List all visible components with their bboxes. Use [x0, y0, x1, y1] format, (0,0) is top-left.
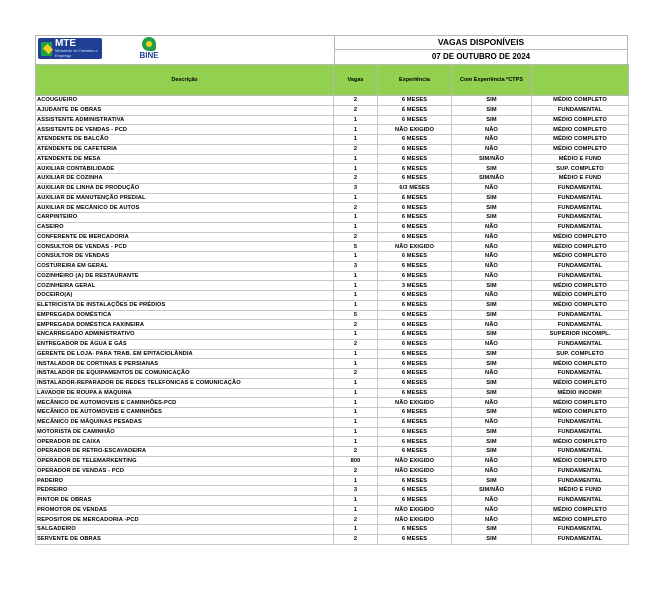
cell-escolaridade: MÉDIO E FUND [532, 174, 629, 184]
cell-escolaridade: MÉDIO COMPLETO [532, 398, 629, 408]
cell-ctps: NÃO [452, 339, 532, 349]
table-body [36, 96, 629, 545]
cell-vagas: 1 [334, 388, 378, 398]
cell-escolaridade: FUNDAMENTAL [532, 339, 629, 349]
cell-experiencia: 6 MESES [378, 164, 452, 174]
cell-descricao: MOTORISTA DE CAMINHÃO [36, 427, 334, 437]
cell-experiencia: 6 MESES [378, 495, 452, 505]
cell-escolaridade: FUNDAMENTAL [532, 525, 629, 535]
cell-vagas: 1 [334, 164, 378, 174]
cell-descricao: GERENTE DE LOJA- PARA TRAB. EM EPITACIOLÂNDIA [36, 349, 334, 359]
table-row [36, 203, 629, 213]
cell-vagas: 1 [334, 525, 378, 535]
cell-experiencia: 6 MESES [378, 359, 452, 369]
cell-descricao: EMPREGADA DOMÉSTICA FAXINEIRA [36, 320, 334, 330]
cell-experiencia: 6 MESES [378, 222, 452, 232]
table-row [36, 417, 629, 427]
cell-experiencia: 6 MESES [378, 486, 452, 496]
cell-escolaridade: SUPERIOR INCOMPL. [532, 330, 629, 340]
cell-descricao: OPERADOR DE TELEMARKENTING [36, 456, 334, 466]
cell-ctps: SIM [452, 105, 532, 115]
title-block [335, 36, 627, 64]
table-row [36, 378, 629, 388]
cell-experiencia: 6 MESES [378, 144, 452, 154]
cell-vagas: 1 [334, 417, 378, 427]
table-row [36, 505, 629, 515]
cell-experiencia: 6 MESES [378, 525, 452, 535]
cell-escolaridade: MÉDIO COMPLETO [532, 515, 629, 525]
table-row [36, 281, 629, 291]
cell-descricao: LAVADOR DE ROUPA A MAQUINA [36, 388, 334, 398]
cell-descricao: AUXILIAR DE MECÂNICO DE AUTOS [36, 203, 334, 213]
table-row [36, 96, 629, 106]
cell-escolaridade: FUNDAMENTAL [532, 320, 629, 330]
cell-vagas: 5 [334, 242, 378, 252]
cell-descricao: PADEIRO [36, 476, 334, 486]
cell-descricao: OPERADOR DE RETRO-ESCAVADEIRA [36, 447, 334, 457]
cell-descricao: INSTALADOR DE CORTINAS E PERSIANAS [36, 359, 334, 369]
table-row [36, 135, 629, 145]
table-row [36, 398, 629, 408]
cell-ctps: SIM [452, 378, 532, 388]
cell-vagas: 1 [334, 300, 378, 310]
cell-experiencia: 6/3 MESES [378, 183, 452, 193]
cell-escolaridade: FUNDAMENTAL [532, 447, 629, 457]
cell-escolaridade: MÉDIO COMPLETO [532, 456, 629, 466]
cell-descricao: PROMOTOR DE VENDAS [36, 505, 334, 515]
table-row [36, 486, 629, 496]
cell-escolaridade: MÉDIO COMPLETO [532, 232, 629, 242]
cell-experiencia: 6 MESES [378, 203, 452, 213]
page-title: VAGAS DISPONÍVEIS [335, 36, 627, 50]
cell-descricao: INSTALADOR-REPARADOR DE REDES TELEFONICAS E COMUNICAÇÃO [36, 378, 334, 388]
table-row [36, 476, 629, 486]
cell-escolaridade: MÉDIO E FUND [532, 154, 629, 164]
col-header-descricao: Descrição [36, 65, 334, 96]
cell-ctps: SIM/NÃO [452, 154, 532, 164]
table-row [36, 310, 629, 320]
cell-vagas: 5 [334, 310, 378, 320]
cell-vagas: 1 [334, 398, 378, 408]
table-row [36, 339, 629, 349]
cell-escolaridade: MÉDIO COMPLETO [532, 242, 629, 252]
cell-escolaridade: FUNDAMENTAL [532, 222, 629, 232]
cell-ctps: NÃO [452, 125, 532, 135]
cell-ctps: NÃO [452, 398, 532, 408]
cell-experiencia: 6 MESES [378, 252, 452, 262]
table-row [36, 232, 629, 242]
cell-experiencia: 6 MESES [378, 96, 452, 106]
page-date: 07 DE OUTUBRO DE 2024 [431, 52, 531, 61]
cell-descricao: SALGADEIRO [36, 525, 334, 535]
table-row [36, 183, 629, 193]
cell-experiencia: 6 MESES [378, 408, 452, 418]
cell-ctps: SIM [452, 388, 532, 398]
cell-ctps: SIM [452, 476, 532, 486]
cell-ctps: NÃO [452, 135, 532, 145]
cell-experiencia: NÃO EXIGIDO [378, 125, 452, 135]
cell-escolaridade: MÉDIO E FUND [532, 486, 629, 496]
table-row [36, 349, 629, 359]
cell-ctps: NÃO [452, 261, 532, 271]
cell-ctps: SIM [452, 447, 532, 457]
cell-vagas: 1 [334, 271, 378, 281]
cell-escolaridade: FUNDAMENTAL [532, 476, 629, 486]
cell-experiencia: 6 MESES [378, 261, 452, 271]
cell-ctps: SIM [452, 534, 532, 544]
cell-escolaridade: FUNDAMENTAL [532, 466, 629, 476]
cell-ctps: NÃO [452, 232, 532, 242]
cell-ctps: NÃO [452, 183, 532, 193]
cell-experiencia: NÃO EXIGIDO [378, 515, 452, 525]
cell-experiencia: 6 MESES [378, 349, 452, 359]
cell-vagas: 1 [334, 222, 378, 232]
table-row [36, 330, 629, 340]
cell-escolaridade: FUNDAMENTAL [532, 369, 629, 379]
cell-vagas: 3 [334, 261, 378, 271]
cell-escolaridade: MÉDIO COMPLETO [532, 359, 629, 369]
cell-experiencia: 6 MESES [378, 105, 452, 115]
cell-ctps: NÃO [452, 505, 532, 515]
table-row [36, 271, 629, 281]
cell-descricao: COZINHEIRA GERAL [36, 281, 334, 291]
cell-escolaridade: SUP. COMPLETO [532, 164, 629, 174]
bine-mark-icon [142, 37, 156, 51]
cell-vagas: 1 [334, 252, 378, 262]
sheet-header [35, 35, 628, 64]
table-row [36, 144, 629, 154]
table-row [36, 437, 629, 447]
cell-vagas: 2 [334, 320, 378, 330]
cell-experiencia: 6 MESES [378, 388, 452, 398]
cell-experiencia: 6 MESES [378, 534, 452, 544]
table-row [36, 408, 629, 418]
cell-escolaridade: FUNDAMENTAL [532, 417, 629, 427]
cell-escolaridade: SUP. COMPLETO [532, 349, 629, 359]
cell-vagas: 1 [334, 330, 378, 340]
cell-vagas: 2 [334, 447, 378, 457]
cell-ctps: SIM [452, 437, 532, 447]
table-row [36, 456, 629, 466]
cell-escolaridade: FUNDAMENTAL [532, 495, 629, 505]
cell-experiencia: NÃO EXIGIDO [378, 398, 452, 408]
cell-experiencia: 6 MESES [378, 447, 452, 457]
cell-descricao: AUXILIAR CONTABILIDADE [36, 164, 334, 174]
table-row [36, 174, 629, 184]
cell-escolaridade: FUNDAMENTAL [532, 203, 629, 213]
cell-escolaridade: FUNDAMENTAL [532, 183, 629, 193]
cell-vagas: 2 [334, 466, 378, 476]
table-row [36, 193, 629, 203]
cell-descricao: DOCEIRO(A) [36, 291, 334, 301]
cell-ctps: NÃO [452, 291, 532, 301]
cell-vagas: 1 [334, 213, 378, 223]
cell-escolaridade: FUNDAMENTAL [532, 105, 629, 115]
cell-ctps: SIM [452, 213, 532, 223]
cell-escolaridade: MÉDIO COMPLETO [532, 115, 629, 125]
cell-ctps: SIM [452, 281, 532, 291]
cell-vagas: 1 [334, 154, 378, 164]
cell-ctps: SIM [452, 408, 532, 418]
cell-vagas: 2 [334, 515, 378, 525]
cell-escolaridade: FUNDAMENTAL [532, 427, 629, 437]
cell-vagas: 1 [334, 115, 378, 125]
cell-escolaridade: MÉDIO COMPLETO [532, 291, 629, 301]
cell-vagas: 1 [334, 505, 378, 515]
table-row [36, 369, 629, 379]
cell-vagas: 2 [334, 105, 378, 115]
cell-vagas: 2 [334, 534, 378, 544]
cell-descricao: ATENDENTE DE BALCÃO [36, 135, 334, 145]
table-row [36, 125, 629, 135]
table-row [36, 525, 629, 535]
vacancies-table [35, 64, 629, 545]
cell-vagas: 2 [334, 96, 378, 106]
cell-experiencia: 6 MESES [378, 271, 452, 281]
cell-descricao: MECÂNICO DE MÁQUINAS PESADAS [36, 417, 334, 427]
logo-area [36, 36, 335, 64]
cell-escolaridade: MÉDIO COMPLETO [532, 135, 629, 145]
cell-ctps: NÃO [452, 369, 532, 379]
cell-escolaridade: MÉDIO COMPLETO [532, 125, 629, 135]
cell-vagas: 1 [334, 408, 378, 418]
cell-ctps: SIM/NÃO [452, 486, 532, 496]
cell-descricao: COSTUREIRA EM GERAL [36, 261, 334, 271]
cell-experiencia: NÃO EXIGIDO [378, 505, 452, 515]
cell-vagas: 1 [334, 476, 378, 486]
cell-descricao: ENTREGADOR DE ÁGUA E GÁS [36, 339, 334, 349]
cell-experiencia: 6 MESES [378, 427, 452, 437]
cell-vagas: 3 [334, 183, 378, 193]
cell-escolaridade: MÉDIO COMPLETO [532, 408, 629, 418]
cell-vagas: 1 [334, 281, 378, 291]
cell-vagas: 1 [334, 495, 378, 505]
cell-descricao: CASEIRO [36, 222, 334, 232]
cell-escolaridade: MÉDIO INCOMP. [532, 388, 629, 398]
table-row [36, 359, 629, 369]
cell-ctps: NÃO [452, 242, 532, 252]
table-row [36, 222, 629, 232]
cell-experiencia: NÃO EXIGIDO [378, 456, 452, 466]
cell-experiencia: 6 MESES [378, 378, 452, 388]
cell-descricao: AUXILIAR DE LINHA DE PRODUÇÃO [36, 183, 334, 193]
brazil-flag-icon [41, 42, 52, 56]
cell-ctps: NÃO [452, 222, 532, 232]
cell-descricao: SERVENTE DE OBRAS [36, 534, 334, 544]
cell-escolaridade: FUNDAMENTAL [532, 271, 629, 281]
cell-experiencia: 6 MESES [378, 213, 452, 223]
col-header-experiencia: Experiência [378, 65, 452, 96]
bine-logo [134, 37, 164, 63]
cell-vagas: 1 [334, 378, 378, 388]
table-row [36, 115, 629, 125]
cell-ctps: SIM [452, 203, 532, 213]
cell-vagas: 1 [334, 291, 378, 301]
cell-descricao: EMPREGADA DOMÉSTICA [36, 310, 334, 320]
mte-logo-text: MTE [54, 38, 77, 49]
cell-vagas: 3 [334, 486, 378, 496]
cell-vagas: 1 [334, 427, 378, 437]
cell-descricao: ASSISTENTE ADMINISTRATIVA [36, 115, 334, 125]
cell-escolaridade: FUNDAMENTAL [532, 213, 629, 223]
cell-vagas: 1 [334, 359, 378, 369]
table-header-row [36, 65, 629, 96]
table-row [36, 252, 629, 262]
table-row [36, 320, 629, 330]
cell-vagas: 2 [334, 369, 378, 379]
cell-ctps: SIM [452, 427, 532, 437]
cell-experiencia: 6 MESES [378, 417, 452, 427]
cell-experiencia: 6 MESES [378, 300, 452, 310]
cell-experiencia: 6 MESES [378, 115, 452, 125]
cell-experiencia: NÃO EXIGIDO [378, 242, 452, 252]
cell-escolaridade: FUNDAMENTAL [532, 261, 629, 271]
cell-escolaridade: MÉDIO COMPLETO [532, 281, 629, 291]
cell-experiencia: 6 MESES [378, 310, 452, 320]
cell-descricao: OPERADOR DE VENDAS - PCD [36, 466, 334, 476]
cell-escolaridade: FUNDAMENTAL [532, 534, 629, 544]
cell-experiencia: 6 MESES [378, 476, 452, 486]
cell-escolaridade: MÉDIO COMPLETO [532, 437, 629, 447]
cell-escolaridade: MÉDIO COMPLETO [532, 378, 629, 388]
cell-descricao: AUXILIAR DE MANUTENÇÃO PREDIAL [36, 193, 334, 203]
cell-vagas: 800 [334, 456, 378, 466]
cell-vagas: 2 [334, 232, 378, 242]
cell-vagas: 2 [334, 203, 378, 213]
cell-ctps: SIM [452, 300, 532, 310]
cell-descricao: INSTALADOR DE EQUIPAMENTOS DE COMUNICAÇÃO [36, 369, 334, 379]
cell-ctps: SIM [452, 330, 532, 340]
cell-escolaridade: MÉDIO COMPLETO [532, 144, 629, 154]
cell-experiencia: 6 MESES [378, 330, 452, 340]
table-row [36, 300, 629, 310]
cell-descricao: MECÂNICO DE AUTOMOVEIS E CAMINHÕES [36, 408, 334, 418]
cell-descricao: CONFERENTE DE MERCADORIA [36, 232, 334, 242]
cell-vagas: 1 [334, 193, 378, 203]
cell-vagas: 1 [334, 125, 378, 135]
cell-experiencia: 6 MESES [378, 193, 452, 203]
cell-descricao: MECÂNICO DE AUTOMOVEIS E CAMINHÕES-PCD [36, 398, 334, 408]
cell-ctps: NÃO [452, 417, 532, 427]
cell-experiencia: NÃO EXIGIDO [378, 466, 452, 476]
cell-escolaridade: MÉDIO COMPLETO [532, 505, 629, 515]
cell-escolaridade: FUNDAMENTAL [532, 310, 629, 320]
cell-experiencia: 6 MESES [378, 232, 452, 242]
mte-logo [38, 38, 102, 59]
table-row [36, 466, 629, 476]
table-row [36, 105, 629, 115]
cell-escolaridade: MÉDIO COMPLETO [532, 96, 629, 106]
cell-descricao: ATENDENTE DE MESA [36, 154, 334, 164]
cell-experiencia: 6 MESES [378, 339, 452, 349]
cell-vagas: 1 [334, 135, 378, 145]
cell-descricao: AUXILIAR DE COZINHA [36, 174, 334, 184]
cell-ctps: NÃO [452, 515, 532, 525]
cell-experiencia: 6 MESES [378, 154, 452, 164]
cell-descricao: COZINHEIRO (A) DE RESTAURANTE [36, 271, 334, 281]
cell-escolaridade: FUNDAMENTAL [532, 193, 629, 203]
cell-descricao: CARPINTEIRO [36, 213, 334, 223]
table-row [36, 534, 629, 544]
bine-logo-text: BINE [139, 51, 159, 60]
cell-experiencia: 3 MESES [378, 281, 452, 291]
table-row [36, 213, 629, 223]
mte-logo-subtext: Ministério do Trabalho e Emprego [54, 48, 98, 58]
col-header-vagas: Vagas [334, 65, 378, 96]
table-row [36, 154, 629, 164]
cell-ctps: NÃO [452, 252, 532, 262]
cell-descricao: ENCARREGADO ADMINISTRATIVO [36, 330, 334, 340]
cell-experiencia: 6 MESES [378, 291, 452, 301]
cell-vagas: 1 [334, 437, 378, 447]
cell-descricao: CONSULTOR DE VENDAS [36, 252, 334, 262]
cell-descricao: AJUDANTE DE OBRAS [36, 105, 334, 115]
cell-ctps: SIM [452, 164, 532, 174]
table-row [36, 427, 629, 437]
cell-ctps: NÃO [452, 466, 532, 476]
col-header-escolaridade [532, 65, 629, 96]
cell-experiencia: 6 MESES [378, 174, 452, 184]
cell-descricao: REPOSITOR DE MERCADORIA -PCD [36, 515, 334, 525]
cell-descricao: CONSULTOR DE VENDAS - PCD [36, 242, 334, 252]
cell-experiencia: 6 MESES [378, 437, 452, 447]
cell-experiencia: 6 MESES [378, 135, 452, 145]
cell-ctps: SIM [452, 310, 532, 320]
cell-ctps: SIM [452, 349, 532, 359]
cell-descricao: PINTOR DE OBRAS [36, 495, 334, 505]
cell-ctps: SIM [452, 96, 532, 106]
cell-ctps: NÃO [452, 456, 532, 466]
cell-descricao: PEDREIRO [36, 486, 334, 496]
table-row [36, 291, 629, 301]
cell-vagas: 2 [334, 174, 378, 184]
cell-ctps: SIM [452, 193, 532, 203]
table-row [36, 495, 629, 505]
cell-vagas: 2 [334, 339, 378, 349]
cell-vagas: 1 [334, 349, 378, 359]
cell-escolaridade: MÉDIO COMPLETO [532, 300, 629, 310]
table-row [36, 515, 629, 525]
table-row [36, 388, 629, 398]
cell-ctps: SIM [452, 359, 532, 369]
cell-descricao: ACOUGUEIRO [36, 96, 334, 106]
cell-ctps: NÃO [452, 495, 532, 505]
cell-descricao: OPERADOR DE CAIXA [36, 437, 334, 447]
table-row [36, 261, 629, 271]
cell-ctps: SIM [452, 115, 532, 125]
col-header-ctps: Com Experiência *CTPS [452, 65, 532, 96]
cell-ctps: NÃO [452, 144, 532, 154]
cell-experiencia: 6 MESES [378, 320, 452, 330]
cell-experiencia: 6 MESES [378, 369, 452, 379]
cell-ctps: NÃO [452, 320, 532, 330]
cell-descricao: ELETRICISTA DE INSTALAÇÕES DE PRÉDIOS [36, 300, 334, 310]
cell-escolaridade: MÉDIO COMPLETO [532, 252, 629, 262]
table-row [36, 164, 629, 174]
cell-ctps: SIM/NÃO [452, 174, 532, 184]
job-listing-sheet [35, 35, 628, 545]
cell-descricao: ATENDENTE DE CAFETERIA [36, 144, 334, 154]
cell-descricao: ASSISTENTE DE VENDAS - PCD [36, 125, 334, 135]
cell-ctps: NÃO [452, 271, 532, 281]
table-row [36, 447, 629, 457]
table-row [36, 242, 629, 252]
cell-vagas: 2 [334, 144, 378, 154]
cell-ctps: SIM [452, 525, 532, 535]
